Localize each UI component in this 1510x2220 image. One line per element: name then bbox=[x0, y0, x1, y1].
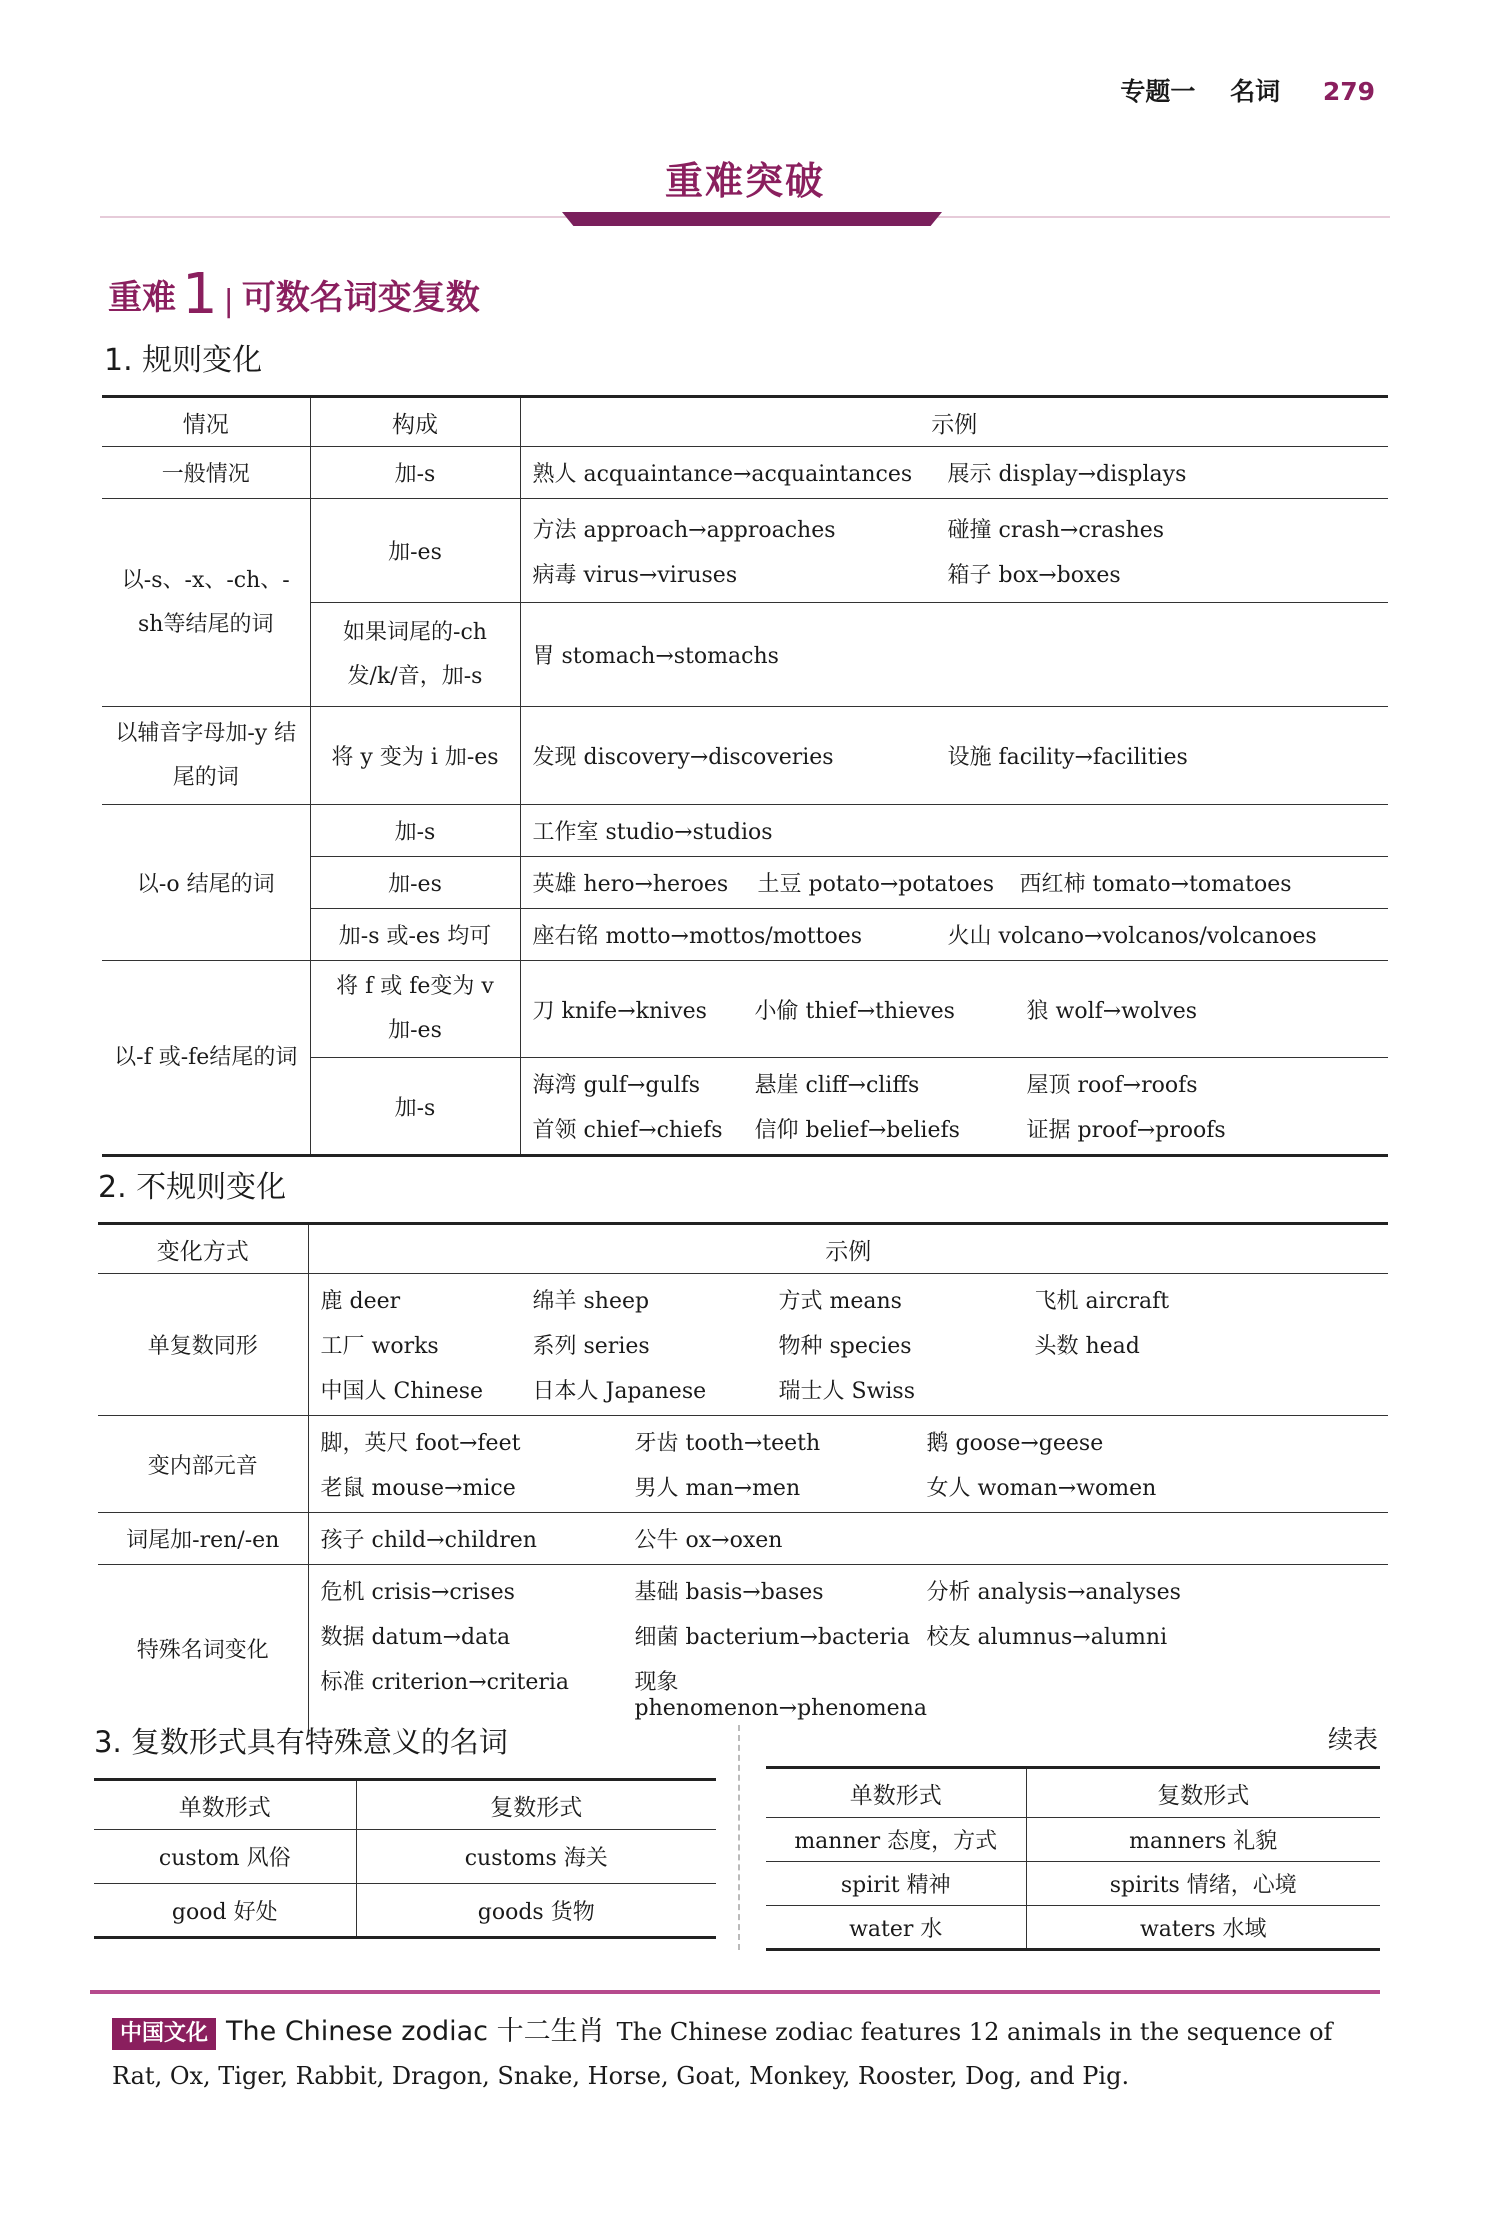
table-header-row bbox=[98, 1224, 1388, 1274]
example: 证据 proof→proofs bbox=[1026, 1118, 1226, 1143]
example: 悬崖 cliff→cliffs bbox=[754, 1073, 920, 1098]
continued-label: 续表 bbox=[1328, 1725, 1379, 1754]
table-row bbox=[98, 1513, 1388, 1565]
example: 标准 criterion→criteria bbox=[320, 1670, 570, 1695]
col-header: 情况 bbox=[102, 397, 310, 447]
col-header: 复数形式 bbox=[1157, 1782, 1250, 1809]
example-cell bbox=[520, 1058, 1388, 1156]
table-row bbox=[102, 447, 1388, 499]
case-cell: 以辅音字母加-y 结尾的词 bbox=[102, 707, 310, 805]
example: 方式 means bbox=[778, 1289, 902, 1314]
example-cell bbox=[520, 961, 1388, 1058]
example: 设施 facility→facilities bbox=[947, 745, 1188, 770]
example-cell bbox=[308, 1274, 1388, 1416]
special-table-right bbox=[766, 1766, 1380, 1951]
table-row bbox=[766, 1862, 1380, 1906]
example: 细菌 bacterium→bacteria bbox=[634, 1625, 910, 1650]
case-cell: 以-s、-x、-ch、-sh等结尾的词 bbox=[102, 499, 310, 707]
footer-rule bbox=[90, 1990, 1380, 1994]
example: 分析 analysis→analyses bbox=[926, 1580, 1181, 1605]
table-row bbox=[98, 1416, 1388, 1513]
example-cell bbox=[520, 857, 1388, 909]
example: 鹿 deer bbox=[320, 1289, 401, 1314]
form-cell: 加-es bbox=[310, 499, 520, 603]
example: 狼 wolf→wolves bbox=[1026, 998, 1198, 1024]
example: 日本人 Japanese bbox=[532, 1379, 707, 1404]
running-header bbox=[1120, 72, 1375, 108]
plural-cell: waters 水域 bbox=[1026, 1906, 1380, 1950]
example: 西红柿 tomato→tomatoes bbox=[1019, 872, 1292, 897]
header-topic: 名词 bbox=[1230, 77, 1281, 106]
singular-cell: manner 态度，方式 bbox=[766, 1818, 1026, 1862]
example: 基础 basis→bases bbox=[634, 1580, 824, 1605]
example: 方法 approach→approaches bbox=[532, 517, 836, 543]
example: 箱子 box→boxes bbox=[947, 562, 1121, 588]
singular-cell: custom 风俗 bbox=[94, 1830, 356, 1884]
example: 工厂 works bbox=[320, 1334, 439, 1359]
form-cell: 将 f 或 fe变为 v 加-es bbox=[310, 961, 520, 1058]
example: 飞机 aircraft bbox=[1034, 1289, 1170, 1314]
irregular-heading: 2. 不规则变化 bbox=[98, 1170, 287, 1205]
example: 数据 datum→data bbox=[320, 1625, 511, 1650]
example: 胃 stomach→stomachs bbox=[532, 644, 779, 669]
example: 英雄 hero→heroes bbox=[532, 872, 729, 897]
special-heading: 3. 复数形式具有特殊意义的名词 bbox=[94, 1725, 508, 1759]
form-cell: 加-s bbox=[310, 447, 520, 499]
example: 女人 woman→women bbox=[926, 1476, 1157, 1501]
example: 熟人 acquaintance→acquaintances bbox=[532, 462, 913, 487]
table-row bbox=[102, 805, 1388, 857]
example: 病毒 virus→viruses bbox=[532, 562, 738, 588]
example-cell bbox=[520, 499, 1388, 603]
table-row bbox=[102, 961, 1388, 1058]
example: 校友 alumnus→alumni bbox=[926, 1625, 1168, 1650]
example: 物种 species bbox=[778, 1334, 912, 1359]
table-header-row bbox=[94, 1780, 716, 1830]
case-cell: 以-f 或-fe结尾的词 bbox=[102, 961, 310, 1156]
col-header: 构成 bbox=[310, 397, 520, 447]
column-separator bbox=[738, 1725, 740, 1950]
example: 绵羊 sheep bbox=[532, 1289, 650, 1314]
table-row bbox=[94, 1884, 716, 1938]
culture-text: The Chinese zodiac features 12 animals in the sequence of Rat, Ox, Tiger, Rabbit, Dragon, Snake, Horse, Goat, Monkey, Rooster, Dog, and Pig. bbox=[112, 2018, 1333, 2090]
example: 孩子 child→children bbox=[320, 1528, 537, 1553]
form-cell: 加-s bbox=[310, 1058, 520, 1156]
table-row bbox=[766, 1906, 1380, 1950]
example: 首领 chief→chiefs bbox=[532, 1118, 723, 1143]
case-cell: 一般情况 bbox=[102, 447, 310, 499]
section-banner-title: 重难突破 bbox=[664, 159, 825, 203]
example-cell bbox=[308, 1565, 1388, 1732]
culture-title: The Chinese zodiac 十二生肖 bbox=[226, 2016, 605, 2047]
col-header: 单数形式 bbox=[766, 1768, 1026, 1818]
example: 展示 display→displays bbox=[947, 462, 1187, 487]
culture-note bbox=[112, 2010, 1382, 2098]
example: 中国人 Chinese bbox=[320, 1379, 484, 1404]
type-cell: 特殊名词变化 bbox=[98, 1565, 308, 1732]
plural-cell: customs 海关 bbox=[356, 1830, 716, 1884]
col-header: 示例 bbox=[825, 1238, 872, 1265]
case-cell: 以-o 结尾的词 bbox=[102, 805, 310, 961]
focus-separator: | bbox=[223, 284, 234, 319]
irregular-table bbox=[98, 1222, 1388, 1731]
table-row bbox=[102, 499, 1388, 603]
culture-tag: 中国文化 bbox=[112, 2018, 216, 2050]
header-section: 专题一 bbox=[1120, 77, 1196, 106]
focus-title: 可数名词变复数 bbox=[241, 278, 480, 318]
table-row bbox=[102, 707, 1388, 805]
table-row bbox=[766, 1818, 1380, 1862]
table-header-row bbox=[102, 397, 1388, 447]
example: 牙齿 tooth→teeth bbox=[634, 1431, 821, 1456]
special-table-left bbox=[94, 1778, 716, 1939]
example: 刀 knife→knives bbox=[532, 998, 707, 1024]
example: 公牛 ox→oxen bbox=[634, 1528, 783, 1553]
form-cell: 将 y 变为 i 加-es bbox=[310, 707, 520, 805]
example: 男人 man→men bbox=[634, 1476, 801, 1501]
table-row bbox=[94, 1830, 716, 1884]
example: 瑞士人 Swiss bbox=[778, 1379, 916, 1404]
example: 屋顶 roof→roofs bbox=[1026, 1073, 1198, 1098]
example: 碰撞 crash→crashes bbox=[947, 517, 1165, 543]
example-cell bbox=[520, 707, 1388, 805]
form-cell: 加-s bbox=[310, 805, 520, 857]
plural-cell: manners 礼貌 bbox=[1026, 1818, 1380, 1862]
example: 火山 volcano→volcanos/volcanoes bbox=[947, 924, 1317, 949]
example: 脚，英尺 foot→feet bbox=[320, 1431, 521, 1456]
regular-table bbox=[102, 395, 1388, 1157]
form-cell: 如果词尾的-ch发/k/音，加-s bbox=[310, 603, 520, 707]
form-cell: 加-s 或-es 均可 bbox=[310, 909, 520, 961]
table-header-row bbox=[766, 1768, 1380, 1818]
example-cell bbox=[308, 1513, 1388, 1565]
example-cell bbox=[520, 909, 1388, 961]
regular-heading: 1. 规则变化 bbox=[104, 343, 263, 378]
example: 小偷 thief→thieves bbox=[754, 998, 955, 1024]
example: 工作室 studio→studios bbox=[532, 820, 773, 845]
example-cell bbox=[308, 1416, 1388, 1513]
example: 系列 series bbox=[532, 1334, 650, 1359]
type-cell: 变内部元音 bbox=[98, 1416, 308, 1513]
singular-cell: water 水 bbox=[766, 1906, 1026, 1950]
singular-cell: spirit 精神 bbox=[766, 1862, 1026, 1906]
example-cell bbox=[520, 447, 1388, 499]
example: 危机 crisis→crises bbox=[320, 1580, 515, 1605]
col-header: 示例 bbox=[931, 411, 978, 438]
table-row bbox=[98, 1274, 1388, 1416]
example: 老鼠 mouse→mice bbox=[320, 1476, 516, 1501]
example: 座右铭 motto→mottos/mottoes bbox=[532, 924, 863, 949]
example-cell bbox=[520, 603, 1388, 707]
singular-cell: good 好处 bbox=[94, 1884, 356, 1938]
col-header: 变化方式 bbox=[98, 1224, 308, 1274]
example: 头数 head bbox=[1034, 1334, 1140, 1359]
example-cell bbox=[520, 805, 1388, 857]
col-header: 复数形式 bbox=[490, 1794, 583, 1821]
type-cell: 词尾加-ren/-en bbox=[98, 1513, 308, 1565]
focus-number: 1 bbox=[182, 262, 218, 327]
example: 海湾 gulf→gulfs bbox=[532, 1073, 701, 1098]
example: 鹅 goose→geese bbox=[926, 1431, 1104, 1456]
table-row bbox=[98, 1565, 1388, 1732]
focus-heading bbox=[108, 262, 480, 327]
page-number: 279 bbox=[1322, 77, 1375, 106]
type-cell: 单复数同形 bbox=[98, 1274, 308, 1416]
example: 发现 discovery→discoveries bbox=[532, 745, 834, 770]
form-cell: 加-es bbox=[310, 857, 520, 909]
example: 信仰 belief→beliefs bbox=[754, 1118, 960, 1143]
col-header: 单数形式 bbox=[94, 1780, 356, 1830]
focus-label: 重难 bbox=[108, 278, 176, 318]
example: 现象 phenomenon→phenomena bbox=[634, 1670, 927, 1721]
plural-cell: goods 货物 bbox=[356, 1884, 716, 1938]
plural-cell: spirits 情绪，心境 bbox=[1026, 1862, 1380, 1906]
example: 土豆 potato→potatoes bbox=[757, 872, 994, 897]
banner-bar bbox=[562, 212, 942, 226]
